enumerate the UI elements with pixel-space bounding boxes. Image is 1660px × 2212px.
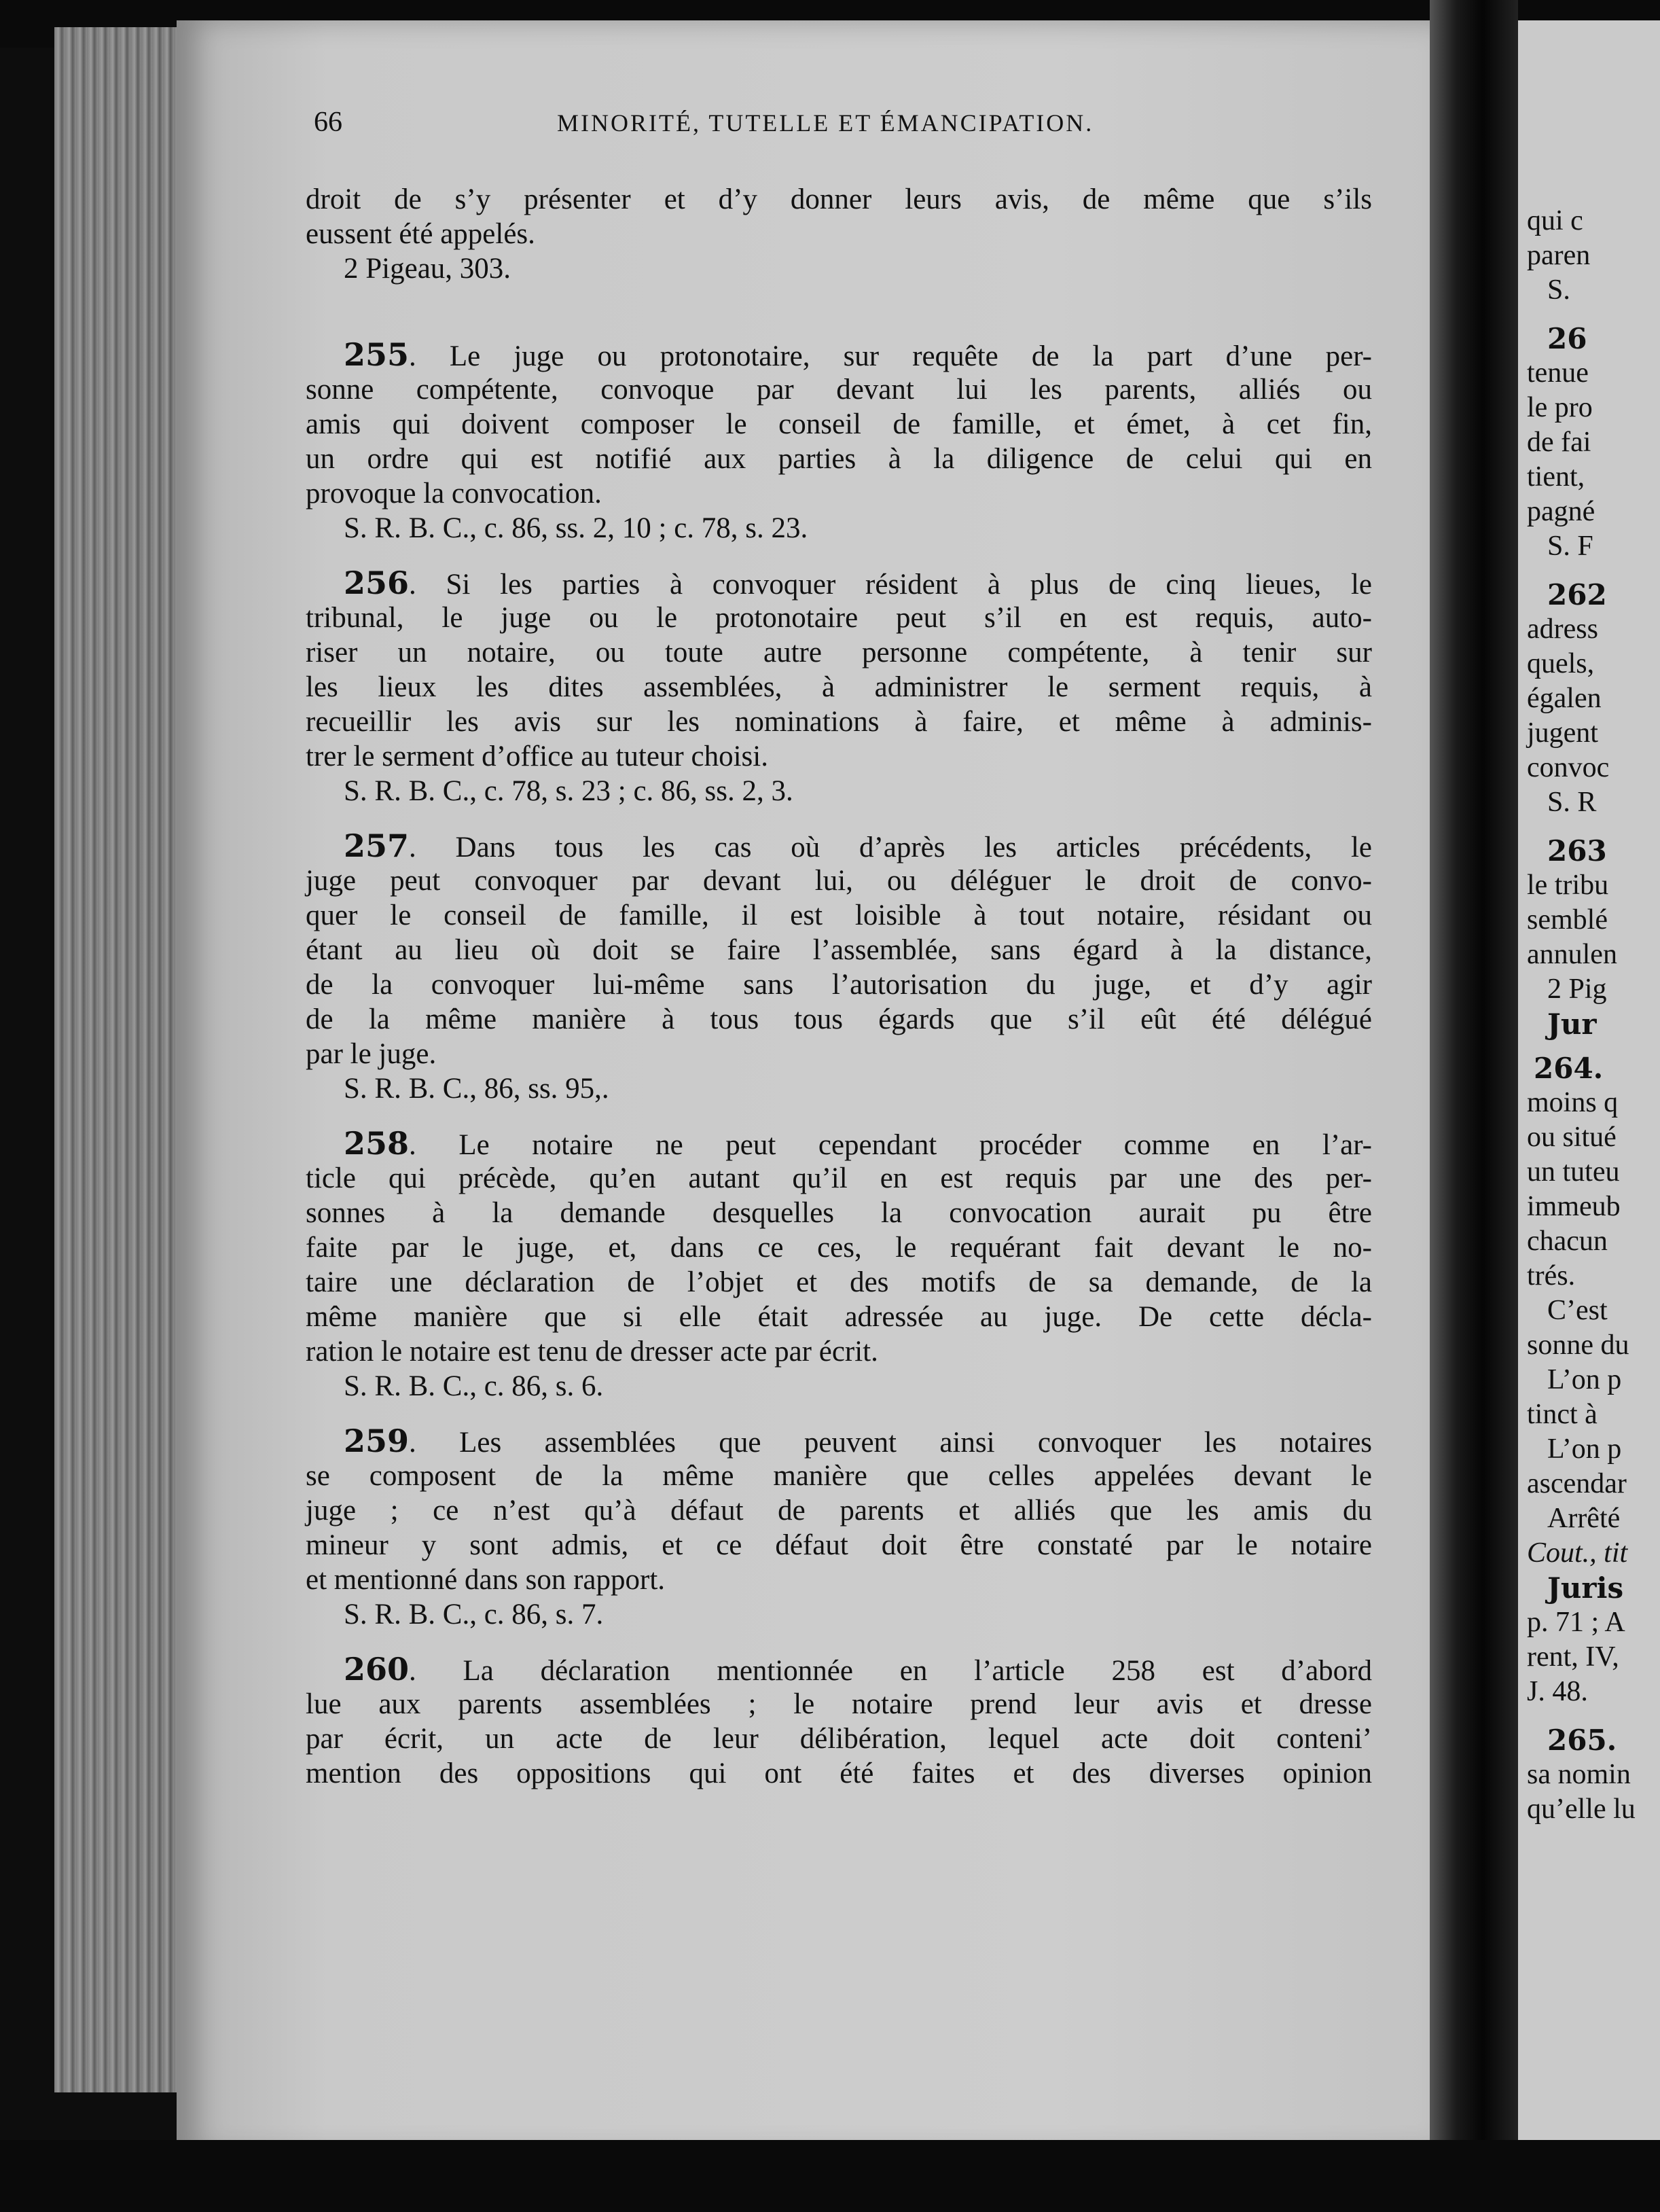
fragment-line: tient, — [1527, 461, 1585, 493]
fragment-line: Jur — [1547, 1007, 1597, 1041]
scan-border-bottom — [0, 2140, 1660, 2212]
fragment-line: moins q — [1527, 1087, 1619, 1118]
fragment-line: quels, — [1527, 648, 1595, 679]
fragment-line: 263 — [1547, 834, 1607, 868]
article-number: 260 — [344, 1651, 410, 1688]
fragment-line: S. R — [1547, 787, 1597, 818]
fragment-line: égalen — [1527, 683, 1602, 714]
fragment-line: C’est — [1547, 1295, 1608, 1326]
text-line: même manière que si elle était adressée au juge. De cette décla- — [306, 1301, 1372, 1333]
fragment-line: 262 — [1547, 578, 1607, 611]
fragment-line: le pro — [1527, 392, 1593, 423]
text-span: Si les parties à convoquer résident à plus de cinq lieues, le — [446, 569, 1372, 601]
reference-line: S. R. B. C., c. 86, ss. 2, 10 ; c. 78, s. 23. — [344, 512, 808, 544]
spacer — [306, 808, 1372, 829]
article-number: 257 — [344, 827, 410, 864]
fragment-line: L’on p — [1547, 1433, 1622, 1465]
text-span: Les assemblées que peuvent ainsi convoquer les notaires — [459, 1427, 1373, 1459]
fragment-line: 26 — [1547, 322, 1587, 355]
fragment-line: S. — [1547, 274, 1570, 306]
fragment-line: qui c — [1527, 205, 1583, 236]
article-255-line: 255. Le juge ou protonotaire, sur requête de la part d’une per- — [344, 336, 1372, 373]
fragment-line: chacun — [1527, 1226, 1608, 1257]
facing-page-text — [1527, 204, 1636, 1827]
fragment-line: immeub — [1527, 1191, 1621, 1222]
reference-line: 2 Pigeau, 303. — [344, 253, 511, 285]
reference-line: S. R. B. C., 86, ss. 95,. — [344, 1073, 609, 1105]
fragment-line: 2 Pig — [1547, 974, 1607, 1005]
text-line: provoque la convocation. — [306, 478, 602, 510]
article-256-line: 256. Si les parties à convoquer résident à plus de cinq lieues, le — [344, 565, 1372, 601]
text-line: et mentionné dans son rapport. — [306, 1564, 666, 1596]
article-259-line: 259. Les assemblées que peuvent ainsi convoquer les notaires — [344, 1423, 1373, 1459]
text-line: sonnes à la demande desquelles la convocation aurait pu être — [306, 1197, 1372, 1229]
fragment-line: ou situé — [1527, 1122, 1617, 1153]
text-span: Dans tous les cas où d’après les articles précédents, le — [455, 832, 1373, 863]
page-stack-edges — [54, 27, 187, 2092]
fragment-line: rent, IV, — [1527, 1641, 1619, 1673]
text-line: de la même manière à tous tous égards que s’il eût été délégué — [306, 1003, 1372, 1035]
text-line: taire une déclaration de l’objet et des motifs de sa demande, de la — [306, 1266, 1372, 1298]
spacer — [306, 1404, 1372, 1424]
book-gutter — [1430, 0, 1518, 2212]
fragment-line: Juris — [1547, 1571, 1624, 1605]
fragment-line: annulen — [1527, 939, 1617, 970]
text-line: étant au lieu où doit se faire l’assemblée, sans égard à la distance, — [306, 934, 1372, 966]
text-line: riser un notaire, ou toute autre personne compétente, à tenir sur — [306, 637, 1372, 668]
text-line: quer le conseil de famille, il est loisible à tout notaire, résidant ou — [306, 899, 1372, 931]
text-line: par le juge. — [306, 1038, 437, 1070]
fragment-line: de fai — [1527, 427, 1591, 458]
text-line: ration le notaire est tenu de dresser acte par écrit. — [306, 1336, 878, 1368]
text-line: trer le serment d’office au tuteur choisi. — [306, 741, 768, 772]
article-257-line: 257. Dans tous les cas où d’après les articles précédents, le — [344, 827, 1373, 864]
text-line: amis qui doivent composer le conseil de famille, et émet, à cet fin, — [306, 408, 1372, 440]
text-span: Le juge ou protonotaire, sur requête de la part d’une per- — [449, 340, 1372, 372]
fragment-line: Arrêté — [1547, 1503, 1621, 1534]
text-line: les lieux les dites assemblées, à administrer le serment requis, à — [306, 671, 1372, 703]
fragment-line: qu’elle lu — [1527, 1794, 1636, 1825]
fragment-line: le tribu — [1527, 870, 1609, 901]
fragment-line: 265. — [1547, 1724, 1617, 1757]
fragment-line: L’on p — [1547, 1364, 1622, 1395]
reference-line: S. R. B. C., c. 86, s. 7. — [344, 1599, 604, 1630]
fragment-line: convoc — [1527, 752, 1610, 783]
fragment-line: paren — [1527, 240, 1591, 271]
article-number: 258 — [344, 1125, 410, 1162]
text-line: ticle qui précède, qu’en autant qu’il en est requis par une des per- — [306, 1162, 1372, 1194]
fragment-line: tenue — [1527, 357, 1589, 389]
page-number: 66 — [314, 107, 342, 138]
spacer — [306, 546, 1372, 566]
text-line: mention des oppositions qui ont été faites et des diverses opinion — [306, 1758, 1372, 1789]
main-text-block — [306, 182, 1372, 1791]
fragment-line: semblé — [1527, 904, 1608, 935]
text-span: Le notaire ne peut cependant procéder comme en l’ar- — [458, 1129, 1372, 1161]
spacer — [306, 1632, 1372, 1652]
fragment-line: tinct à — [1527, 1399, 1598, 1430]
spacer — [306, 1106, 1372, 1126]
fragment-line: ascendar — [1527, 1468, 1627, 1499]
fragment-line: Cout., tit — [1527, 1537, 1628, 1569]
text-line: mineur y sont admis, et ce défaut doit être constaté par le notaire — [306, 1529, 1372, 1561]
fragment-line: pagné — [1527, 496, 1595, 527]
fragment-line: sonne du — [1527, 1330, 1629, 1361]
running-title: MINORITÉ, TUTELLE ET ÉMANCIPATION. — [557, 109, 1094, 137]
text-line: de la convoquer lui-même sans l’autorisation du juge, et d’y agir — [306, 969, 1372, 1001]
text-line: sonne compétente, convoque par devant lui les parents, alliés ou — [306, 374, 1372, 406]
fragment-line: jugent — [1527, 717, 1598, 749]
reference-line: S. R. B. C., c. 78, s. 23 ; c. 86, ss. 2, 3. — [344, 775, 793, 807]
spacer — [306, 286, 1372, 338]
text-line: lue aux parents assemblées ; le notaire prend leur avis et dresse — [306, 1688, 1372, 1720]
text-line: faite par le juge, et, dans ce ces, le requérant fait devant le no- — [306, 1232, 1372, 1264]
fragment-line: adress — [1527, 613, 1598, 645]
article-number: 259 — [344, 1423, 410, 1459]
article-number: 255 — [344, 336, 410, 373]
text-line: droit de s’y présenter et d’y donner leurs avis, de même que s’ils — [306, 183, 1372, 215]
text-span: La déclaration mentionnée en l’article 258 est d’abord — [463, 1655, 1372, 1687]
text-line: eussent été appelés. — [306, 218, 535, 250]
article-260-line: 260. La déclaration mentionnée en l’article 258 est d’abord — [344, 1651, 1372, 1688]
text-line: juge peut convoquer par devant lui, ou déléguer le droit de convo- — [306, 865, 1372, 897]
text-line: se composent de la même manière que celles appelées devant le — [306, 1460, 1372, 1492]
fragment-line: p. 71 ; A — [1527, 1607, 1625, 1638]
fragment-line: S. F — [1547, 531, 1593, 562]
reference-line: S. R. B. C., c. 86, s. 6. — [344, 1370, 604, 1402]
article-258-line: 258. Le notaire ne peut cependant procéder comme en l’ar- — [344, 1125, 1372, 1162]
text-line: par écrit, un acte de leur délibération, lequel acte doit conteni’ — [306, 1723, 1372, 1755]
article-number: 256 — [344, 565, 410, 601]
fragment-line: sa nomin — [1527, 1759, 1631, 1790]
fragment-line: J. 48. — [1527, 1676, 1588, 1707]
fragment-line: trés. — [1527, 1260, 1576, 1291]
text-line: tribunal, le juge ou le protonotaire peut s’il en est requis, auto- — [306, 602, 1372, 634]
text-line: recueillir les avis sur les nominations à faire, et même à adminis- — [306, 706, 1372, 738]
fragment-line: un tuteu — [1527, 1156, 1620, 1188]
text-line: un ordre qui est notifié aux parties à la diligence de celui qui en — [306, 443, 1372, 475]
text-line: juge ; ce n’est qu’à défaut de parents et alliés que les amis du — [306, 1495, 1372, 1527]
fragment-line: 264. — [1534, 1052, 1604, 1085]
